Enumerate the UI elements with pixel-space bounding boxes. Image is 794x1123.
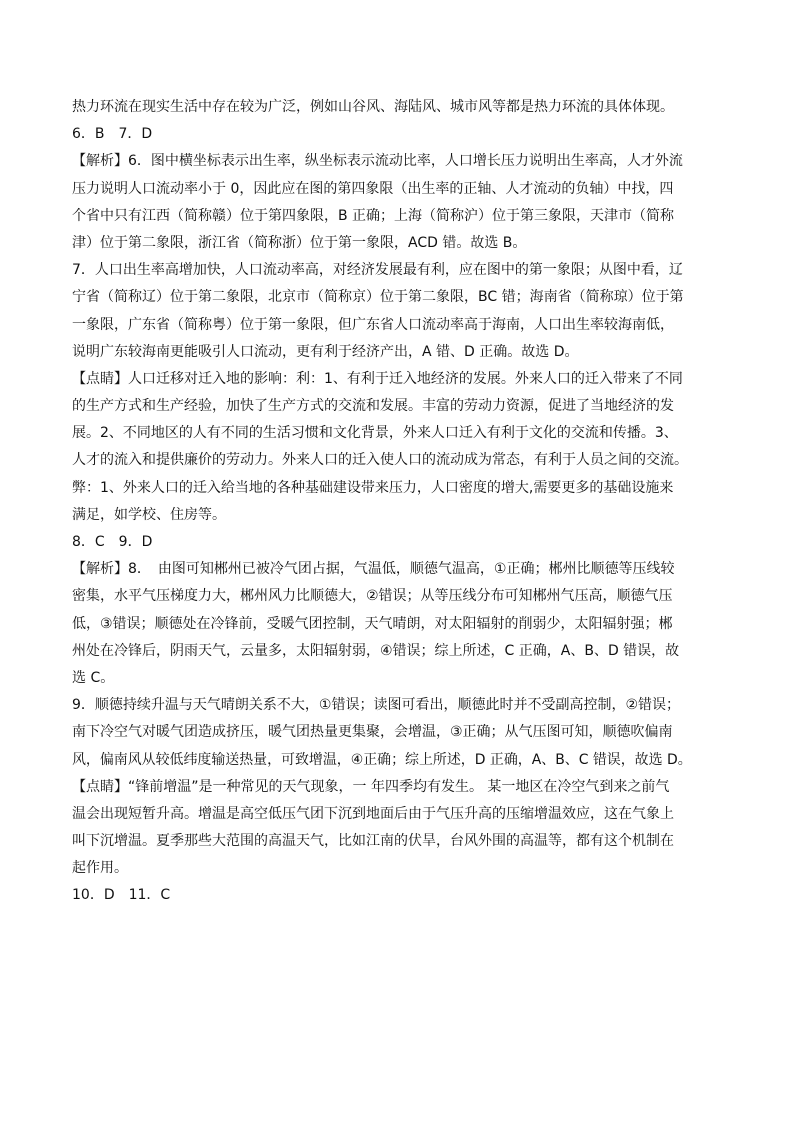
text-line: 压力说明人口流动率小于 0，因此应在图的第四象限（出生率的正轴、人才流动的负轴）中找，四	[72, 180, 674, 197]
text-line: 一象限，广东省（简称粤）位于第一象限，但广东省人口流动率高于海南，人口出生率较海南低，	[72, 316, 674, 333]
text-line: 说明广东较海南更能吸引人口流动，更有利于经济产出，A 错、D 正确。故选 D。	[72, 343, 579, 360]
text-line: 展。2、不同地区的人有不同的生活习惯和文化背景，外来人口迁入有利于文化的交流和传播。3、	[72, 425, 678, 442]
text-line: 密集，水平气压梯度力大，郴州风力比顺德大，②错误；从等压线分布可知郴州气压高，顺德气压	[72, 588, 673, 605]
text-line: 7．人口出生率高增加快，人口流动率高，对经济发展最有利，应在图中的第一象限；从图中看，辽	[72, 262, 683, 279]
text-line: 个省中只有江西（简称赣）位于第四象限，B 正确；上海（简称沪）位于第三象限，天津市（简称	[72, 207, 675, 224]
text-line: 低，③错误；顺德处在冷锋前，受暖气团控制，天气晴朗，对太阳辐射的削弱少，太阳辐射强；郴	[72, 615, 673, 632]
answer-line: 10．D 11．C	[72, 887, 171, 904]
text-line: 叫下沉增温。夏季那些大范围的高温天气，比如江南的伏旱，台风外围的高温等，都有这个机制在	[72, 833, 674, 850]
text-line: 热力环流在现实生活中存在较为广泛，例如山谷风、海陆风、城市风等都是热力环流的具体体现。	[72, 99, 674, 115]
text-line: 津）位于第二象限，浙江省（简称浙）位于第一象限，ACD 错。故选 B。	[72, 234, 527, 251]
text-line: 【解析】6．图中横坐标表示出生率，纵坐标表示流动比率，人口增长压力说明出生率高，人才外流	[72, 153, 683, 170]
text-line: 选 C。	[72, 669, 115, 686]
text-line: 【点睛】人口迁移对迁入地的影响：利：1、有利于迁入地经济的发展。外来人口的迁入带来了不同	[72, 370, 683, 387]
text-line: 温会出现短暂升高。增温是高空低压气团下沉到地面后由于气压升高的压缩增温效应，这在气象上	[72, 805, 674, 822]
document-page	[72, 96, 692, 912]
answer-line: 6．B 7．D	[72, 126, 153, 143]
text-line: 风，偏南风从较低纬度输送热量，可致增温，④正确；综上所述，D 正确，A、B、C 错误，故选 D。	[72, 751, 692, 768]
text-line: 人才的流入和提供廉价的劳动力。外来人口的迁入使人口的流动成为常态，有利于人员之间的交流。	[72, 452, 688, 469]
text-line: 的生产方式和生产经验，加快了生产方式的交流和发展。丰富的劳动力资源，促进了当地经济的发	[72, 398, 674, 415]
text-line: 弊：1、外来人口的迁入给当地的各种基础建设带来压力，人口密度的增大,需要更多的基础设施来	[72, 479, 674, 496]
text-line: 满足，如学校、住房等。	[72, 506, 226, 523]
text-line: 起作用。	[72, 860, 128, 877]
text-line: 南下冷空气对暖气团造成挤压，暖气团热量更集聚，会增温，③正确；从气压图可知，顺德吹偏南	[72, 724, 673, 741]
text-line: 【点睛】“锋前增温”是一种常见的天气现象，一 年四季均有发生。 某一地区在冷空气到来之前气	[72, 778, 670, 795]
text-line: 9．顺德持续升温与天气晴朗关系不大，①错误；读图可看出，顺德此时并不受副高控制，②错误；	[72, 697, 681, 714]
answer-line: 8．C 9．D	[72, 534, 153, 550]
text-line: 【解析】8． 由图可知郴州已被冷气团占据，气温低，顺德气温高，①正确；郴州比顺德等压线较	[72, 561, 675, 578]
text-line: 宁省（简称辽）位于第二象限，北京市（简称京）位于第二象限，BC 错；海南省（简称琼）位于第	[72, 289, 684, 306]
text-line: 州处在冷锋后，阴雨天气，云量多，太阳辐射弱，④错误；综上所述，C 正确，A、B、D 错误，故	[72, 642, 680, 659]
